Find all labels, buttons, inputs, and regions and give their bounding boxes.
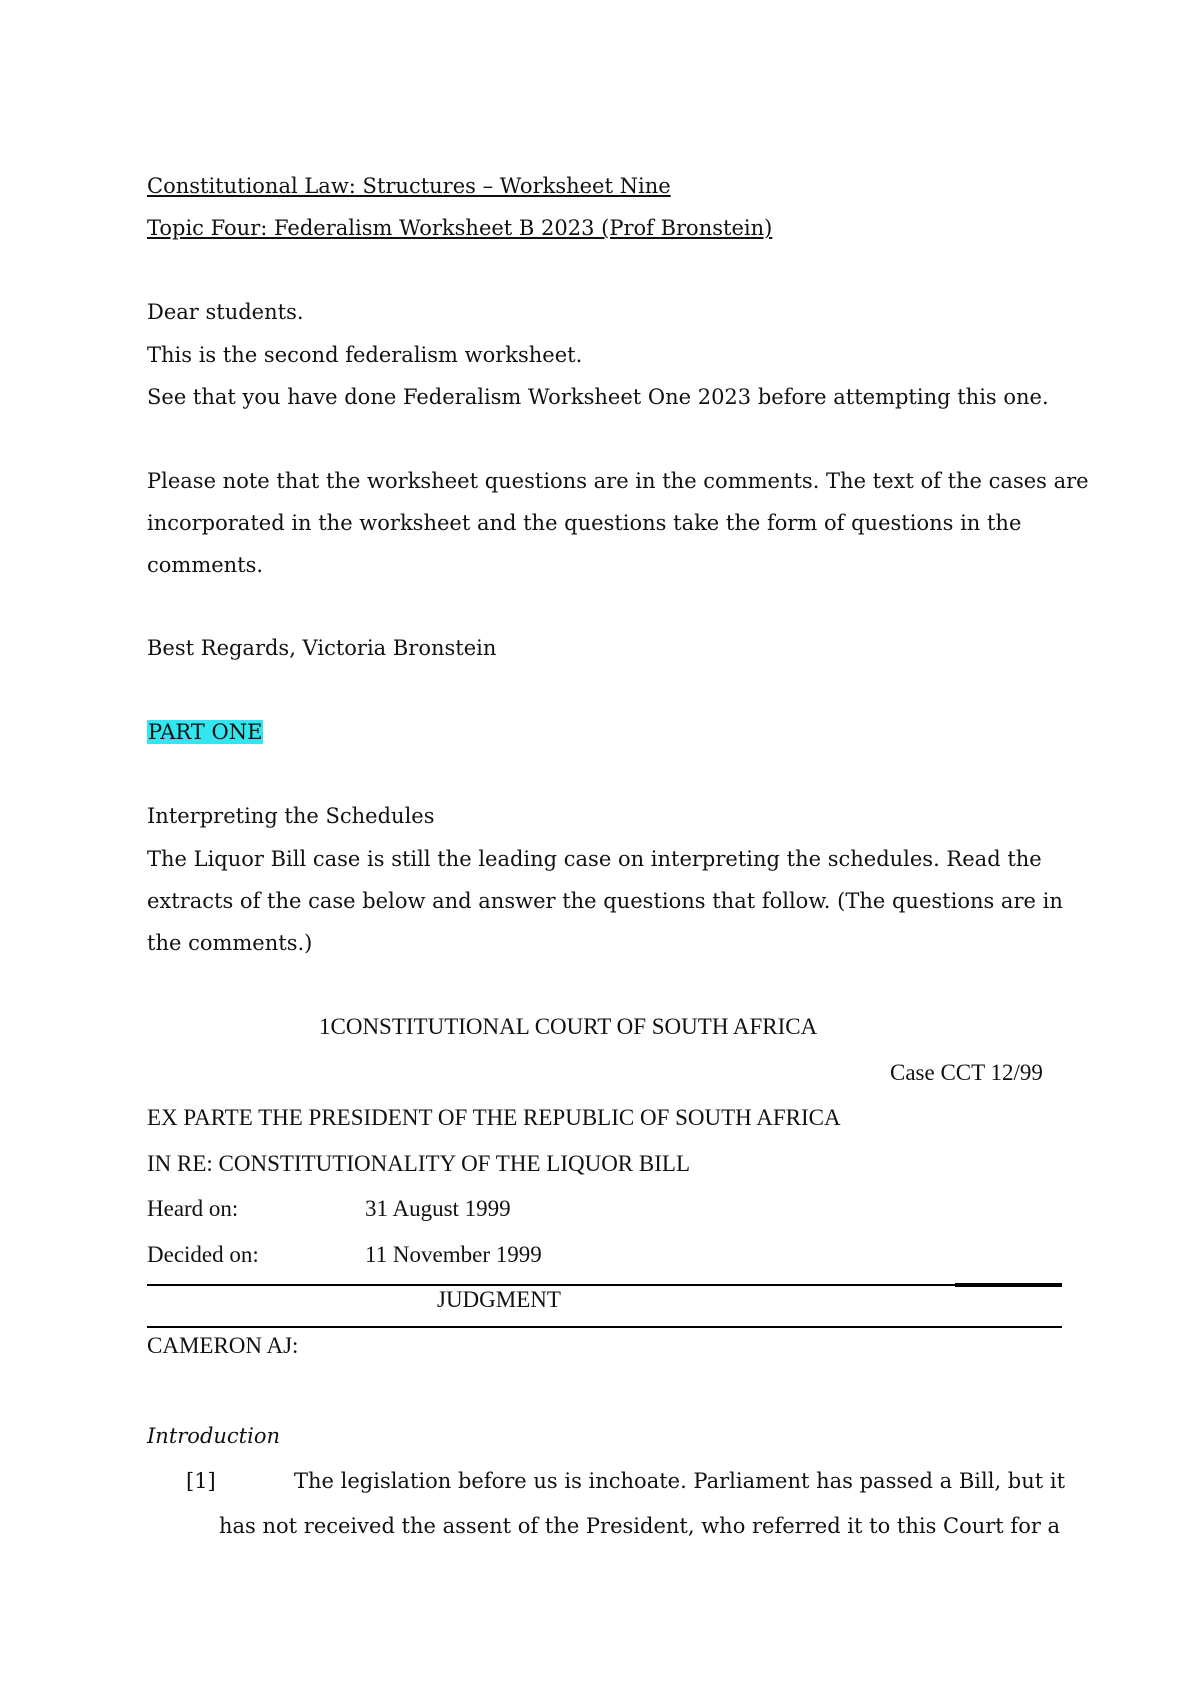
decided-value: 11 November 1999	[365, 1242, 542, 1267]
signoff: Best Regards, Victoria Bronstein	[147, 636, 497, 660]
part-one-text-2: extracts of the case below and answer the questions that follow. (The questions are in	[147, 889, 1063, 913]
greeting: Dear students.	[147, 300, 304, 324]
note-line-3: comments.	[147, 553, 264, 577]
part-one-text-3: the comments.)	[147, 931, 313, 955]
intro-line-1: This is the second federalism worksheet.	[147, 343, 583, 367]
judgment-rule-top-thick	[955, 1283, 1062, 1287]
case-in-re: IN RE: CONSTITUTIONALITY OF THE LIQUOR BILL	[147, 1151, 690, 1176]
part-one-label	[147, 718, 263, 746]
judgment-label: JUDGMENT	[437, 1287, 561, 1312]
case-number: Case CCT 12/99	[890, 1060, 1043, 1085]
part-one-heading: Interpreting the Schedules	[147, 804, 435, 828]
heard-value: 31 August 1999	[365, 1196, 511, 1221]
paragraph-number: [1]	[186, 1469, 216, 1493]
heard-label: Heard on:	[147, 1196, 239, 1221]
intro-line-2: See that you have done Federalism Worksheet One 2023 before attempting this one.	[147, 385, 1049, 409]
case-parties: EX PARTE THE PRESIDENT OF THE REPUBLIC OF SOUTH AFRICA	[147, 1105, 841, 1130]
judge-name: CAMERON AJ:	[147, 1333, 299, 1358]
part-one-highlight: PART ONE	[148, 720, 263, 744]
decided-label: Decided on:	[147, 1242, 259, 1267]
court-name: 1CONSTITUTIONAL COURT OF SOUTH AFRICA	[319, 1014, 818, 1039]
judgment-rule-bottom	[147, 1326, 1062, 1328]
note-line-2: incorporated in the worksheet and the questions take the form of questions in the	[147, 511, 1022, 535]
paragraph-line-1: The legislation before us is inchoate. Parliament has passed a Bill, but it	[294, 1469, 1066, 1493]
section-heading: Introduction	[147, 1424, 280, 1448]
part-one-text-1: The Liquor Bill case is still the leading case on interpreting the schedules. Read the	[147, 847, 1042, 871]
worksheet-subtitle: Topic Four: Federalism Worksheet B 2023 (Prof Bronstein)	[147, 216, 773, 240]
note-line-1: Please note that the worksheet questions are in the comments. The text of the cases are	[147, 469, 1089, 493]
judgment-rule-top	[147, 1284, 1062, 1286]
worksheet-title: Constitutional Law: Structures – Worksheet Nine	[147, 174, 671, 198]
paragraph-line-2: has not received the assent of the President, who referred it to this Court for a	[219, 1514, 1061, 1538]
